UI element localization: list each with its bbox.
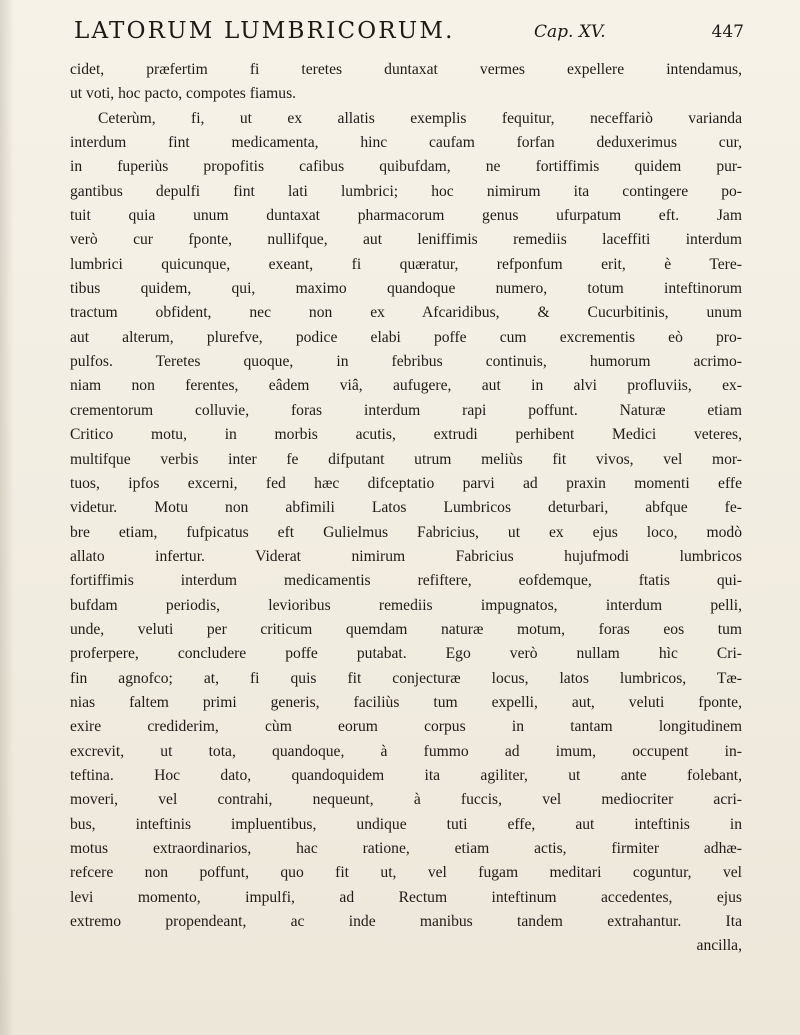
text-line: tractum obfident, nec non ex Afcaridibus, & Cucurbitinis, unum	[70, 304, 742, 322]
text-line: aut alterum, plurefve, podice elabi poffe cum excrementis eò pro-	[70, 328, 742, 346]
chapter-reference: Cap. XV.	[534, 22, 606, 42]
text-line: ut voti, hoc pacto, compotes fiamus.	[70, 85, 297, 103]
text-line: Critico motu, in morbis acutis, extrudi perhibent Medici veteres,	[70, 426, 742, 444]
text-line: cidet, præfertim fi teretes duntaxat vermes expellere intendamus,	[70, 61, 742, 78]
catchword: ancilla,	[696, 937, 742, 955]
text-line: motus extraordinarios, hac ratione, etiam actis, firmiter adhæ-	[70, 840, 742, 857]
page-gutter-shadow	[0, 0, 14, 1035]
text-line: exire crediderim, cùm eorum corpus in tantam longitudinem	[70, 718, 742, 736]
text-line: nias faltem primi generis, faciliùs tum expelli, aut, veluti fponte,	[70, 693, 742, 711]
text-line: proferpere, concludere poffe putabat. Ego verò nullam hìc Cri-	[70, 645, 742, 663]
text-line: bufdam periodis, levioribus remediis impugnatos, interdum pelli,	[70, 596, 742, 614]
text-line: Ceterùm, fi, ut ex allatis exemplis fequitur, neceffariò varianda	[98, 109, 742, 127]
text-line: teftina. Hoc dato, quandoquidem ita agiliter, ut ante folebant,	[70, 766, 742, 784]
text-line: multifque verbis inter fe difputant utrum meliùs fit vivos, vel mor-	[70, 450, 742, 468]
running-title: LATORUM LUMBRICORUM.	[74, 18, 455, 44]
text-line: bus, inteftinis impluentibus, undique tuti effe, aut inteftinis in	[70, 815, 742, 833]
text-line: extremo propendeant, ac inde manibus tandem extrahantur. Ita	[70, 913, 742, 931]
text-line: lumbrici quicunque, exeant, fi quæratur, refponfum erit, è Tere-	[70, 255, 742, 273]
text-line: crementorum colluvie, foras interdum rapi poffunt. Naturæ etiam	[70, 401, 742, 419]
text-line: gantibus depulfi fint lati lumbrici; hoc nimirum ita contingere po-	[70, 182, 742, 200]
text-line: verò cur fponte, nullifque, aut leniffimis remediis laceffiti interdum	[70, 231, 742, 249]
page-header	[74, 14, 754, 54]
text-line: in fuperiùs propofitis cafibus quibufdam, ne fortiffimis quidem pur-	[70, 158, 742, 176]
text-line: allato infertur. Viderat nimirum Fabricius hujufmodi lumbricos	[70, 547, 742, 565]
text-line: videtur. Motu non abfimili Latos Lumbricos deturbari, abfque fe-	[70, 499, 742, 517]
text-line: pulfos. Teretes quoque, in febribus continuis, humorum acrimo-	[70, 353, 742, 371]
text-line: tuit quia unum duntaxat pharmacorum genus ufurpatum eft. Jam	[70, 207, 742, 225]
text-line: interdum fint medicamenta, hinc caufam forfan deduxerimus cur,	[70, 134, 742, 152]
text-line: fin agnofco; at, fi quis fit conjecturæ locus, latos lumbricos, Tæ-	[70, 669, 742, 687]
text-line: bre etiam, fufpicatus eft Gulielmus Fabricius, ut ex ejus loco, modò	[70, 523, 742, 541]
text-line: unde, veluti per criticum quemdam naturæ motum, foras eos tum	[70, 620, 742, 638]
text-line: niam non ferentes, eâdem viâ, aufugere, aut in alvi profluviis, ex-	[70, 377, 742, 395]
page-number: 447	[711, 22, 744, 42]
text-line: refcere non poffunt, quo fit ut, vel fugam meditari coguntur, vel	[70, 864, 742, 882]
text-line: tibus quidem, qui, maximo quandoque numero, totum inteftinorum	[70, 280, 742, 298]
text-line: excrevit, ut tota, quandoque, à fummo ad imum, occupent in-	[70, 742, 742, 760]
text-line: tuos, ipfos excerni, fed hæc difceptatio parvi ad praxin momenti effe	[70, 474, 742, 492]
text-line: moveri, vel contrahi, nequeunt, à fuccis, vel mediocriter acri-	[70, 791, 742, 809]
text-line: levi momento, impulfi, ad Rectum inteftinum accedentes, ejus	[70, 888, 742, 906]
body-text	[70, 58, 742, 959]
text-line: fortiffimis interdum medicamentis refiftere, eofdemque, ftatis qui-	[70, 572, 742, 590]
